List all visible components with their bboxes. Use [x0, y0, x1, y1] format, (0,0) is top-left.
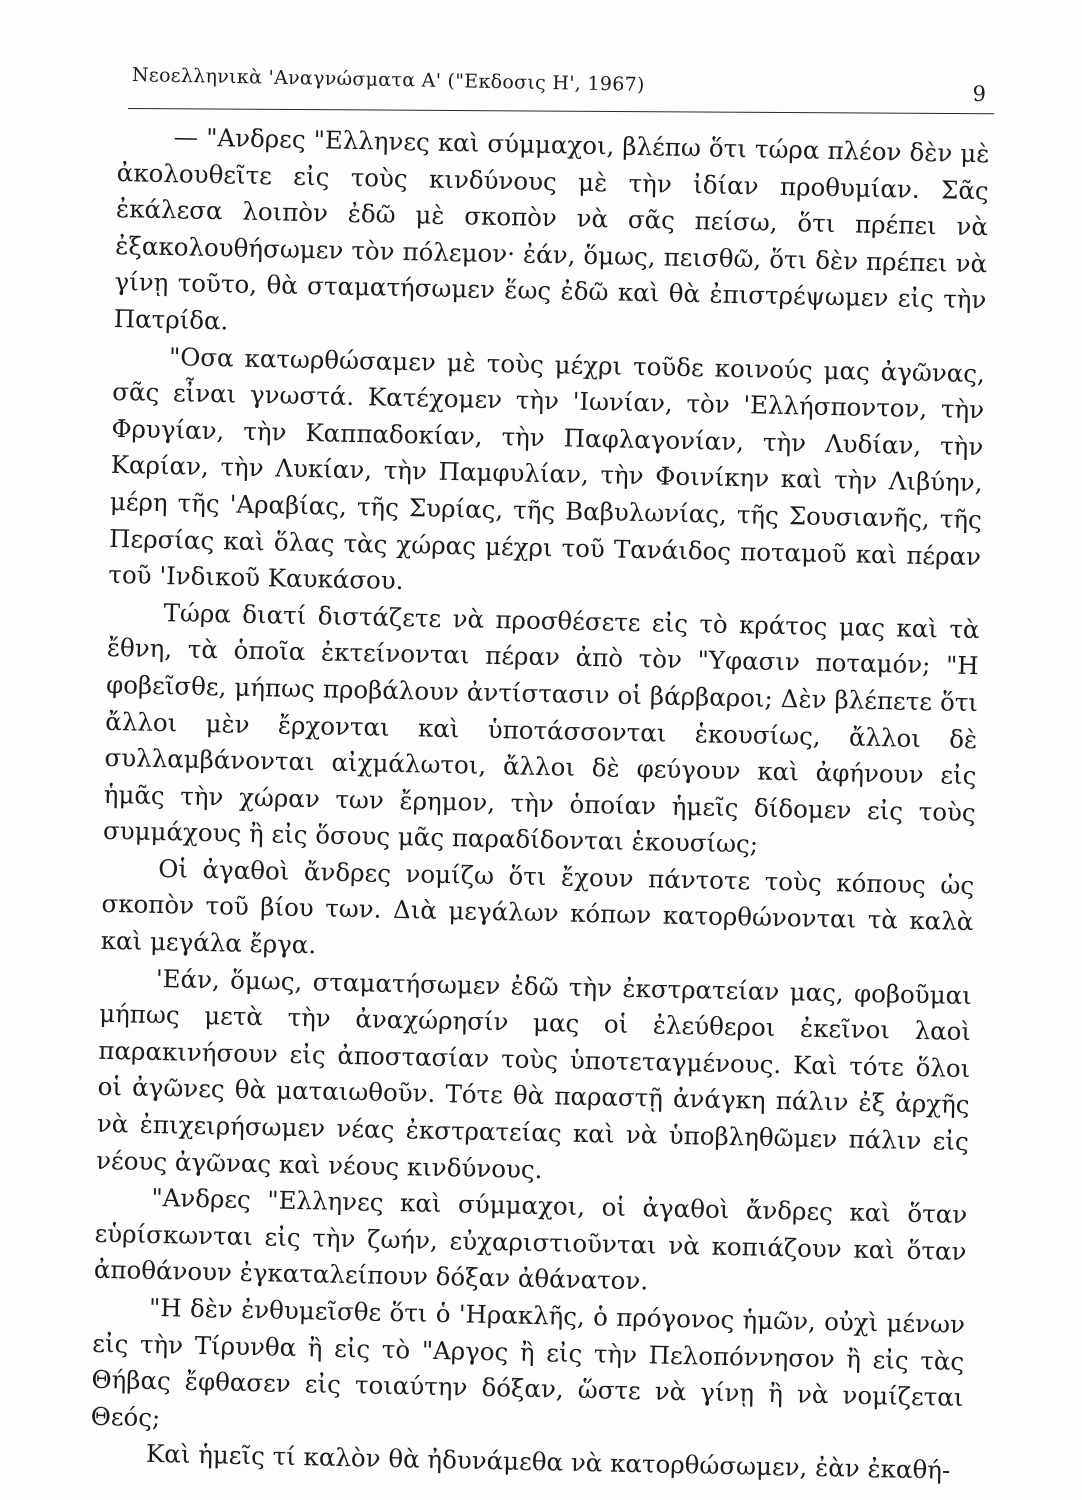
paragraph-heracles: "Η δὲν ἐνθυμεῖσθε ὅτι ὁ 'Ηρακλῆς, ὁ πρόγονος ἡμῶν, οὐχὶ μένων εἰς τὴν Τίρυνθα ἢ εἰς τὸ "Αργος ἢ εἰς τὴν Πελοπόννησον ἢ εἰς τὰς Θήβας ἔφθασεν εἰς τοιαύτην δόξαν, ὥστε νὰ γίνῃ ἢ νὰ νομίζεται Θεός; — [90, 1292, 966, 1432]
paragraph-closing-line: Καὶ ἡμεῖς τί καλὸν θὰ ἠδυνάμεθα νὰ κατορθώσωμεν, ἐὰν ἐκαθή- — [145, 1439, 951, 1486]
running-head: Νεοελληνικὰ 'Αναγνώσματα Α' ("Εκδοσις Η', 1967) — [131, 64, 645, 96]
paragraph-labours: Οἱ ἀγαθοὶ ἄνδρες νομίζω ὅτι ἔχουν πάντοτε τοὺς κόπους ὡς σκοπὸν τοῦ βίου των. Διὰ μεγάλων κόπων κατορθώνονται τὰ καλὰ καὶ μεγάλα ἔργα. — [100, 853, 975, 960]
page-number: 9 — [972, 82, 986, 106]
paragraph-speech-opening: — "Ανδρες "Ελληνες καὶ σύμμαχοι, βλέπω ὅτι τώρα πλέον δὲν μὲ ἀκολουθεῖτε εἰς τοὺς κινδύνους μὲ τὴν ἰδίαν προθυμίαν. Σᾶς ἐκάλεσα λοιπὸν ἐδῶ μὲ σκοπὸν νὰ σᾶς πείσω, ὅτι πρέπει νὰ ἐξακολουθήσωμεν τὸν πόλεμον· ἐάν, ὅμως, πεισθῶ, ὅτι δὲν πρέπει νὰ γίνῃ τοῦτο, θὰ σταματήσωμεν ἕως ἐδῶ καὶ θὰ ἐπιστρέψωμεν εἰς τὴν Πατρίδα. — [113, 122, 990, 336]
page-header — [131, 62, 990, 106]
body-text — [90, 118, 990, 1486]
paragraph-hesitation: Τώρα διατί διστάζετε νὰ προσθέσετε εἰς τὸ κράτος μας καὶ τὰ ἔθνη, τὰ ὁποῖα ἐκτείνονται πέραν ἀπὸ τὸν "Υφασιν ποταμόν; "Η φοβεῖσθε, μήπως προβάλουν ἀντίστασιν οἱ βάρβαροι; Δὲν βλέπετε ὅτι ἄλλοι μὲν ἔρχονται καὶ ὑποτάσσονται ἑκουσίως, ἄλλοι δὲ συλλαμβάνονται αἰχμάλωτοι, ἄλλοι δὲ φεύγουν καὶ ἀφήνουν εἰς ἡμᾶς τὴν χώραν των ἔρημον, τὴν ὁποίαν ἡμεῖς δίδομεν εἰς τοὺς συμμάχους ἢ εἰς ὅσους μᾶς παραδίδονται ἑκουσίως; — [102, 597, 980, 859]
header-rule — [128, 108, 994, 114]
paragraph-conquests: "Οσα κατωρθώσαμεν μὲ τοὺς μέχρι τοῦδε κοινούς μας ἀγῶνας, σᾶς εἶναι γνωστά. Κατέχομεν τὴν 'Ιωνίαν, τὸν 'Ελλήσποντον, τὴν Φρυγίαν, τὴν Καππαδοκίαν, τὴν Παφλαγονίαν, τὴν Λυδίαν, τὴν Καρίαν, τὴν Λυκίαν, τὴν Παμφυλίαν, τὴν Φοινίκην καὶ τὴν Λιβύην, μέρη τῆς 'Αραβίας, τῆς Συρίας, τῆς Βαβυλωνίας, τῆς Σουσιανῆς, τῆς Περσίας καὶ ὅλας τὰς χώρας μέχρι τοῦ Τανάιδος ποταμοῦ καὶ πέραν τοῦ 'Ινδικοῦ Καυκάσου. — [108, 341, 986, 596]
paragraph-fear-of-revolt: 'Εάν, ὅμως, σταματήσωμεν ἐδῶ τὴν ἐκστρατείαν μας, φοβοῦμαι μήπως μετὰ τὴν ἀναχώρησίν μας οἱ ἐλεύθεροι ἐκεῖνοι λαοὶ παρακινήσουν εἰς ἀποστασίαν τοὺς ὑποτεταγμένους. Καὶ τότε ὅλοι οἱ ἀγῶνες θὰ ματαιωθοῦν. Τότε θὰ παραστῇ ἀνάγκη πάλιν ἐξ ἀρχῆς νὰ ἐπιχειρήσωμεν νέας ἐκστρατείας καὶ νὰ ὑποβληθῶμεν πάλιν εἰς νέους ἀγῶνας καὶ νέους κινδύνους. — [95, 963, 973, 1184]
paragraph-immortal-glory: "Ανδρες "Ελληνες καὶ σύμμαχοι, οἱ ἀγαθοὶ ἄνδρες καὶ ὅταν εὑρίσκωνται εἰς τὴν ζωήν, εὐχαριστιοῦνται νὰ κοπιάζουν καὶ ὅταν ἀποθάνουν ἐγκαταλείπουν δόξαν ἀθάνατον. — [93, 1183, 968, 1296]
